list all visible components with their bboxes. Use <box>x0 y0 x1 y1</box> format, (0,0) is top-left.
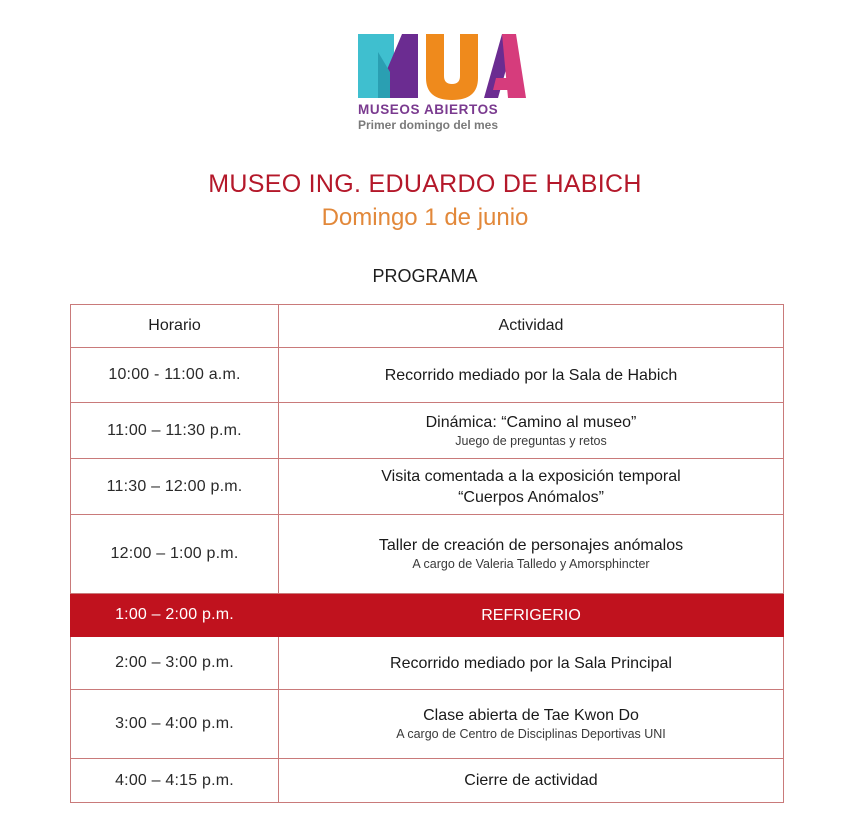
activity-title: Taller de creación de personajes anómalos <box>378 537 684 554</box>
activity-title: Recorrido mediado por la Sala de Habich <box>384 366 678 384</box>
mua-logo <box>356 32 526 132</box>
row-time: 4:00 – 4:15 p.m. <box>71 759 279 803</box>
row-activity <box>279 459 784 515</box>
activity-title: Recorrido mediado por la Sala Principal <box>390 654 672 672</box>
logo-text-tagline: Primer domingo del mes <box>358 118 499 132</box>
activity-title: Clase abierta de Tae Kwon Do <box>423 707 639 724</box>
table-row <box>71 759 784 803</box>
row-activity <box>279 690 784 759</box>
row-activity <box>279 594 784 637</box>
activity-title: Visita comentada a la exposición temporal <box>381 467 681 485</box>
table-row-break <box>71 594 784 637</box>
column-header-horario: Horario <box>71 305 279 348</box>
mua-logo-mark <box>356 32 526 104</box>
row-time: 2:00 – 3:00 p.m. <box>71 637 279 690</box>
row-time: 3:00 – 4:00 p.m. <box>71 690 279 759</box>
table-row <box>71 348 784 403</box>
table-row <box>71 403 784 459</box>
museum-title: MUSEO ING. EDUARDO DE HABICH <box>208 170 642 198</box>
table-header-row <box>71 305 784 348</box>
row-time: 11:30 – 12:00 p.m. <box>71 459 279 515</box>
column-header-actividad: Actividad <box>279 305 784 348</box>
row-activity <box>279 759 784 803</box>
row-time: 1:00 – 2:00 p.m. <box>71 594 279 637</box>
logo-text-museos-abiertos: MUSEOS ABIERTOS <box>358 102 499 117</box>
table-row <box>71 637 784 690</box>
section-title: PROGRAMA <box>372 266 478 286</box>
activity-title: Dinámica: “Camino al museo” <box>425 413 637 431</box>
row-time: 11:00 – 11:30 p.m. <box>71 403 279 459</box>
event-date: Domingo 1 de junio <box>321 204 529 231</box>
activity-title: Cierre de actividad <box>464 772 598 789</box>
row-activity <box>279 515 784 594</box>
program-table <box>70 304 784 803</box>
activity-subtitle: A cargo de Centro de Disciplinas Deportivas UNI <box>396 727 666 741</box>
activity-title: REFRIGERIO <box>481 606 581 624</box>
table-row <box>71 459 784 515</box>
row-time: 12:00 – 1:00 p.m. <box>71 515 279 594</box>
table-row <box>71 690 784 759</box>
table-row <box>71 515 784 594</box>
activity-subtitle: A cargo de Valeria Talledo y Amorsphincter <box>412 557 650 571</box>
row-activity <box>279 348 784 403</box>
row-time: 10:00 - 11:00 a.m. <box>71 348 279 403</box>
activity-subtitle: Juego de preguntas y retos <box>455 433 607 448</box>
row-activity <box>279 637 784 690</box>
activity-title-line2: “Cuerpos Anómalos” <box>458 488 604 506</box>
row-activity <box>279 403 784 459</box>
